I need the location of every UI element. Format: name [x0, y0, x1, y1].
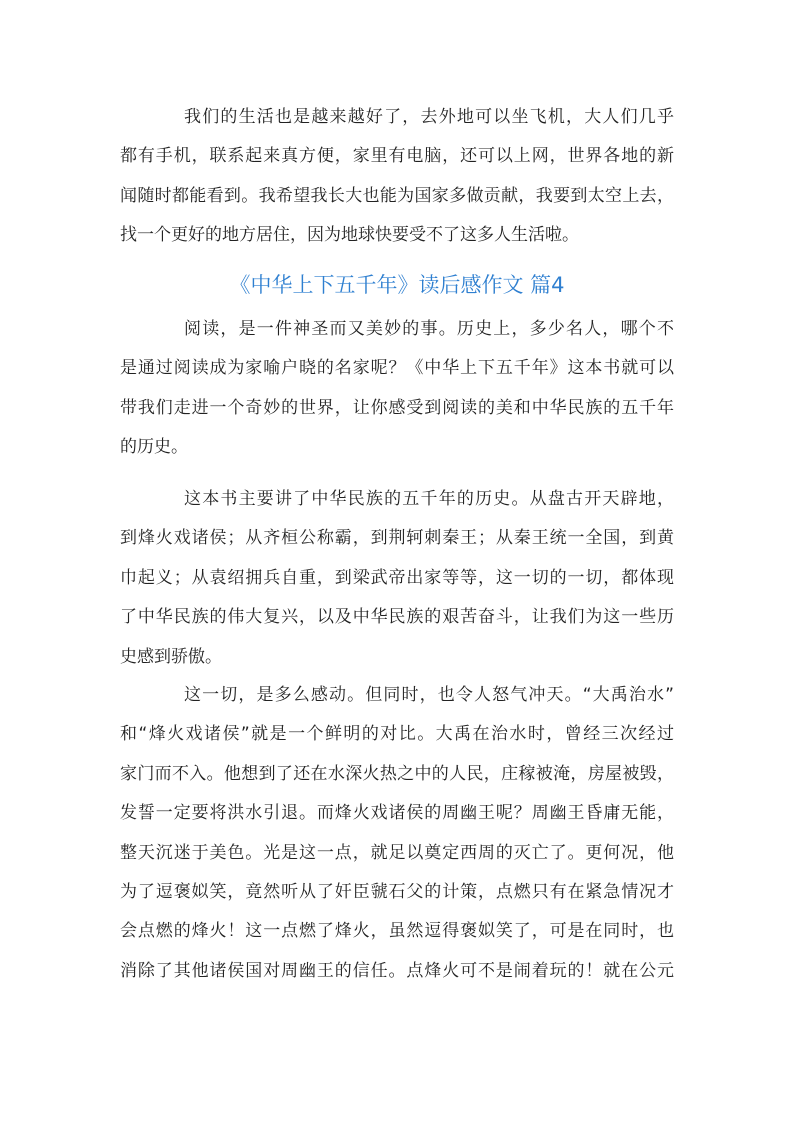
text-line: 整天沉迷于美色。光是这一点，就足以奠定西周的灭亡了。更何况，他 — [120, 842, 674, 863]
text-line: 带我们走进一个奇妙的世界，让你感受到阅读的美和中华民族的五千年 — [120, 397, 674, 418]
text-line: 闻随时都能看到。我希望我长大也能为国家多做贡献，我要到太空上去， — [120, 185, 674, 206]
paragraph-1 — [120, 310, 674, 468]
section-heading: 《中华上下五千年》读后感作文 篇4 — [229, 273, 565, 297]
text-line: 史感到骄傲。 — [120, 646, 222, 667]
text-line: 巾起义；从袁绍拥兵自重，到梁武帝出家等等，这一切的一切，都体现 — [120, 567, 674, 588]
text-line: 这本书主要讲了中华民族的五千年的历史。从盘古开天辟地， — [184, 489, 674, 509]
text-line: 会点燃的烽火！这一点燃了烽火，虽然逗得褒姒笑了，可是在同时，也 — [120, 921, 674, 942]
text-line: 的历史。 — [120, 437, 188, 458]
text-line: 我们的生活也是越来越好了，去外地可以坐飞机，大人们几乎 — [184, 107, 674, 127]
text-line: 是通过阅读成为家喻户晓的名家呢？《中华上下五千年》这本书就可以 — [120, 358, 674, 379]
text-line: 为了逗褒姒笑，竟然听从了奸臣虢石父的计策，点燃只有在紧急情况才 — [120, 881, 674, 902]
text-line: 和“烽火戏诸侯”就是一个鲜明的对比。大禹在治水时，曾经三次经过 — [120, 724, 674, 745]
text-line: 这一切，是多么感动。但同时，也令人怒气冲天。“大禹治水” — [184, 685, 674, 705]
text-line: 阅读，是一件神圣而又美妙的事。历史上，多少名人，哪个不 — [184, 319, 674, 339]
text-line: 到烽火戏诸侯；从齐桓公称霸，到荆轲刺秦王；从秦王统一全国，到黄 — [120, 528, 674, 549]
paragraph-3 — [120, 676, 674, 991]
text-line: 家门而不入。他想到了还在水深火热之中的人民，庄稼被淹，房屋被毁， — [120, 763, 674, 784]
text-line: 消除了其他诸侯国对周幽王的信任。点烽火可不是闹着玩的！就在公元 — [120, 960, 674, 981]
text-line: 找一个更好的地方居住，因为地球快要受不了这多人生活啦。 — [120, 225, 579, 246]
paragraph-top — [120, 98, 674, 256]
text-line: 了中华民族的伟大复兴，以及中华民族的艰苦奋斗，让我们为这一些历 — [120, 607, 674, 628]
text-line: 发誓一定要将洪水引退。而烽火戏诸侯的周幽王呢？周幽王昏庸无能， — [120, 803, 674, 824]
paragraph-2 — [120, 480, 674, 677]
text-line: 都有手机，联系起来真方便，家里有电脑，还可以上网，世界各地的新 — [120, 146, 674, 167]
